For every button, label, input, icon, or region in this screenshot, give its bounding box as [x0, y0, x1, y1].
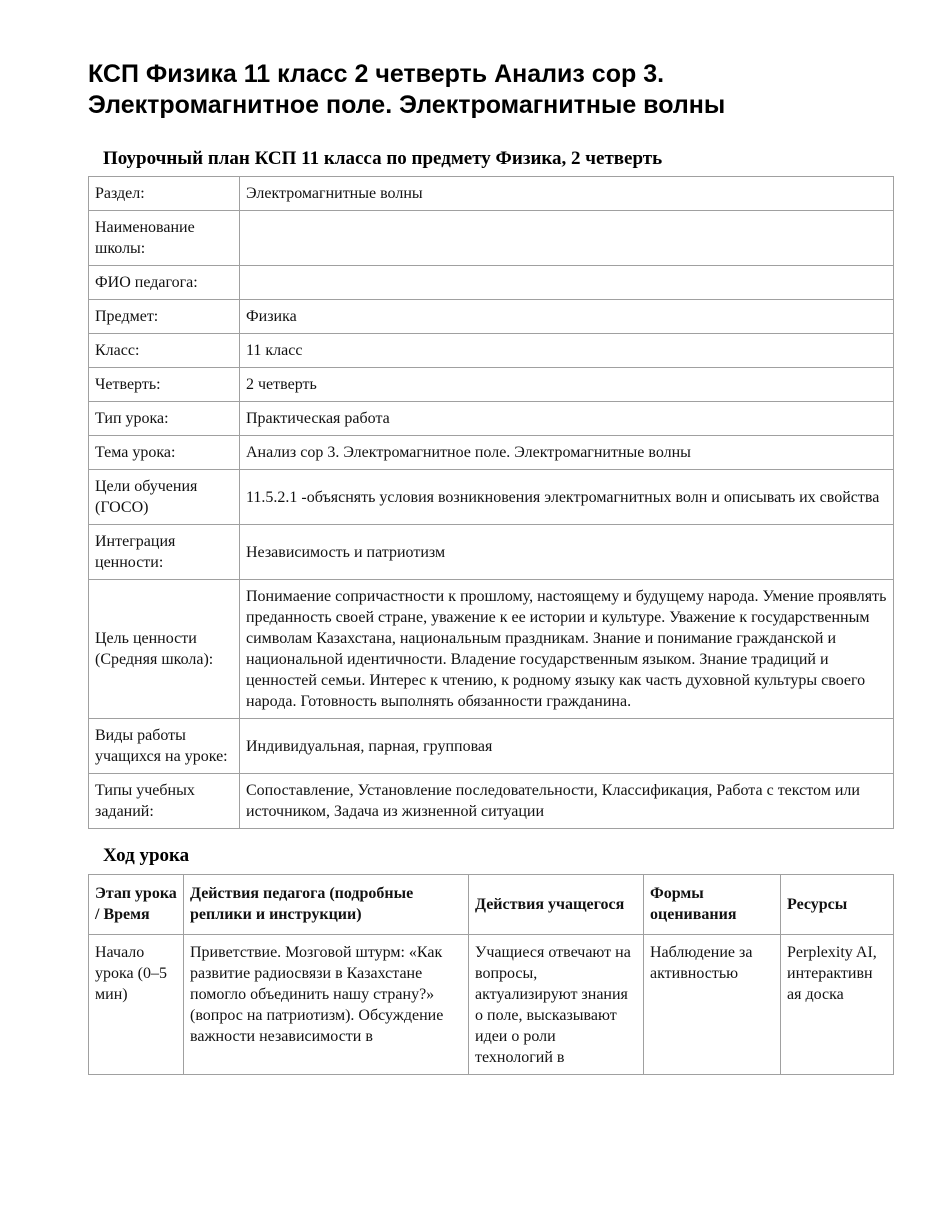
info-row — [89, 266, 894, 300]
lesson-info-table — [88, 176, 894, 829]
info-value: 11.5.2.1 -объяснять условия возникновения электромагнитных волн и описывать их свойства — [240, 470, 894, 525]
document-page — [88, 0, 893, 1075]
info-value — [240, 211, 894, 266]
info-label: Цель ценности (Средняя школа): — [89, 580, 240, 719]
info-label: Тема урока: — [89, 436, 240, 470]
resources-cell: Perplexity AI, интерактивн ая доска — [781, 935, 894, 1075]
info-label: Интеграция ценности: — [89, 525, 240, 580]
info-row — [89, 300, 894, 334]
info-value: Физика — [240, 300, 894, 334]
student-actions-cell: Учащиеся отвечают на вопросы, актуализируют знания о поле, высказывают идеи о роли технологий в — [469, 935, 644, 1075]
info-label: Класс: — [89, 334, 240, 368]
lesson-course-table — [88, 874, 894, 1075]
info-row — [89, 470, 894, 525]
info-label: Раздел: — [89, 177, 240, 211]
info-label: ФИО педагога: — [89, 266, 240, 300]
info-row — [89, 436, 894, 470]
course-row — [89, 935, 894, 1075]
info-row — [89, 719, 894, 774]
info-label: Наименование школы: — [89, 211, 240, 266]
course-heading: Ход урока — [103, 845, 190, 866]
teacher-actions-cell: Приветствие. Мозговой штурм: «Как развитие радиосвязи в Казахстане помогло объединить нашу страну?» (вопрос на патриотизм). Обсуждение важности независимости в — [184, 935, 469, 1075]
plan-heading: Поурочный план КСП 11 класса по предмету Физика, 2 четверть — [103, 148, 663, 169]
assessment-cell: Наблюдение за активностью — [644, 935, 781, 1075]
info-row — [89, 525, 894, 580]
info-label: Виды работы учащихся на уроке: — [89, 719, 240, 774]
info-value: Практическая работа — [240, 402, 894, 436]
info-value: 11 класс — [240, 334, 894, 368]
info-label: Цели обучения (ГОСО) — [89, 470, 240, 525]
info-label: Предмет: — [89, 300, 240, 334]
info-value: Анализ сор 3. Электромагнитное поле. Электромагнитные волны — [240, 436, 894, 470]
header-assessment: Формы оценивания — [644, 875, 781, 935]
document-title: КСП Физика 11 класс 2 четверть Анализ сор 3. Электромагнитное поле. Электромагнитные волны — [88, 60, 726, 119]
info-row — [89, 368, 894, 402]
info-label: Тип урока: — [89, 402, 240, 436]
header-student-actions: Действия учащегося — [469, 875, 644, 935]
info-row — [89, 177, 894, 211]
info-label: Типы учебных заданий: — [89, 774, 240, 829]
info-value: Понимаение сопричастности к прошлому, настоящему и будущему народа. Умение проявлять преданность своей стране, уважение к ее истории и культуре. Уважение к государственным символам Казахстана, национальным праздникам. Знание и понимание гражданской и национальной идентичности. Владение государственным языком. Знание традиций и ценностей семьи. Интерес к чтению, к родному языку как часть духовной культуры своего народа. Готовность выполнять обязанности гражданина. — [240, 580, 894, 719]
info-value: Независимость и патриотизм — [240, 525, 894, 580]
info-value: 2 четверть — [240, 368, 894, 402]
info-value: Индивидуальная, парная, групповая — [240, 719, 894, 774]
stage-cell: Начало урока (0–5 мин) — [89, 935, 184, 1075]
info-row — [89, 580, 894, 719]
header-resources: Ресурсы — [781, 875, 894, 935]
info-label: Четверть: — [89, 368, 240, 402]
info-row — [89, 402, 894, 436]
info-row — [89, 334, 894, 368]
info-row — [89, 774, 894, 829]
header-stage: Этап урока / Время — [89, 875, 184, 935]
info-value: Сопоставление, Установление последовательности, Классификация, Работа с текстом или источником, Задача из жизненной ситуации — [240, 774, 894, 829]
course-header-row — [89, 875, 894, 935]
info-row — [89, 211, 894, 266]
info-value: Электромагнитные волны — [240, 177, 894, 211]
info-value — [240, 266, 894, 300]
header-teacher-actions: Действия педагога (подробные реплики и инструкции) — [184, 875, 469, 935]
